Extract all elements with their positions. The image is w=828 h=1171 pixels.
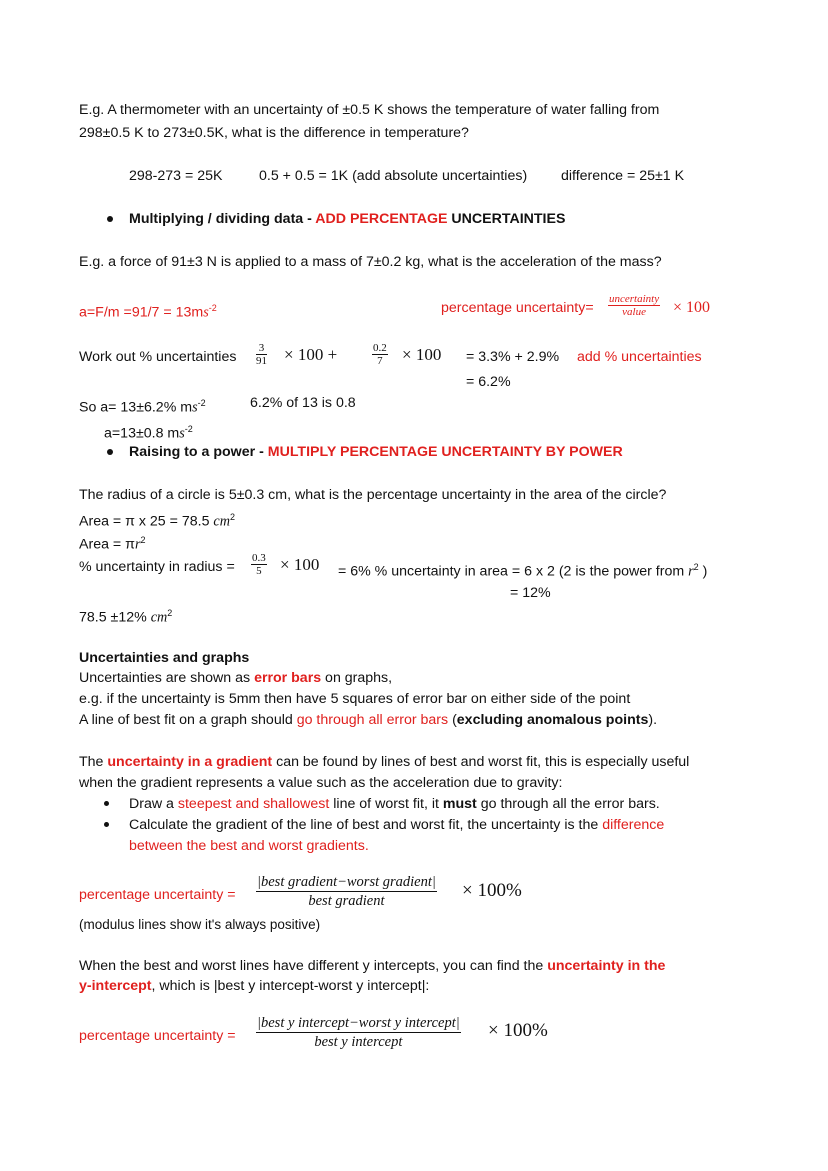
bullet-multiply: Multiplying / dividing data - ADD PERCENTAGE UNCERTAINTIES — [129, 211, 566, 227]
radius-label: % uncertainty in radius = — [79, 559, 235, 575]
intercept-pct-label: percentage uncertainty = — [79, 1028, 236, 1044]
fraction-0.3-over-5: $\frac{0.3}{5}$ — [252, 552, 266, 577]
times-100: × 100 — [402, 345, 442, 364]
bullet-power: Raising to a power - MULTIPLY PERCENTAGE UNCERTAINTY BY POWER — [129, 444, 623, 460]
workout-note: add % uncertainties — [577, 349, 702, 365]
example1-line2: 298±0.5 K to 273±0.5K, what is the difference in temperature? — [79, 125, 469, 141]
graphs-line1: Uncertainties are shown as error bars on graphs, — [79, 670, 393, 686]
graphs-heading: Uncertainties and graphs — [79, 650, 250, 666]
example3-final: 78.5 ±12% $cm^2$ — [79, 608, 173, 626]
bullet-icon — [107, 216, 113, 222]
example1-calc-difference: 298-273 = 25K — [129, 168, 223, 184]
gradient-pct-label: percentage uncertainty = — [79, 887, 236, 903]
radius-times-100: × 100 — [280, 555, 320, 574]
gradient-fraction: |best gradient−worst gradient| best gradient — [257, 874, 436, 909]
example3-area1: Area = π x 25 = 78.5 $cm^2$ — [79, 512, 235, 530]
fraction-0.2-over-7: $\frac{0.2}{7}$ — [373, 342, 387, 367]
example3-area2: Area = $\pi r^2$ — [79, 535, 146, 553]
intercept-line1: When the best and worst lines have different y intercepts, you can find the uncertainty in the — [79, 958, 666, 974]
pct-uncertainty-times: × 100 — [673, 299, 711, 316]
intercept-line2: y-intercept, which is |best y intercept-worst y intercept|: — [79, 978, 430, 994]
fraction-3-over-91: $\frac{3}{91}$ — [256, 342, 267, 367]
times-100-plus: × 100 + — [284, 345, 338, 364]
gradient-bullet2: Calculate the gradient of the line of best and worst fit, the uncertainty is the difference — [129, 817, 665, 833]
graphs-line3: A line of best fit on a graph should go through all error bars (excluding anomalous points). — [79, 712, 658, 728]
workout-label: Work out % uncertainties — [79, 349, 237, 365]
example3-question: The radius of a circle is 5±0.3 cm, what is the percentage uncertainty in the area of the circle? — [79, 487, 667, 503]
intercept-fraction: |best y intercept−worst y intercept| best y intercept — [257, 1015, 460, 1050]
intercept-times-100: × 100% — [488, 1020, 548, 1041]
bullet-icon — [104, 801, 109, 806]
gradient-para2: when the gradient represents a value such as the acceleration due to gravity: — [79, 775, 563, 791]
radius-total: = 12% — [510, 585, 551, 601]
radius-result: = 6% % uncertainty in area = 6 x 2 (2 is the power from $r^2$ ) — [338, 562, 708, 580]
example1-line1: E.g. A thermometer with an uncertainty of ±0.5 K shows the temperature of water falling from — [79, 102, 660, 118]
pct-uncertainty-label: percentage uncertainty= — [441, 300, 594, 316]
pct-uncertainty-fraction: uncertainty value — [609, 293, 660, 318]
gradient-bullet2-cont: between the best and worst gradients. — [129, 838, 369, 854]
workout-total: = 6.2% — [466, 374, 511, 390]
so-note: 6.2% of 13 is 0.8 — [250, 395, 356, 411]
gradient-times-100: × 100% — [462, 880, 522, 901]
so-line: So a= 13±6.2% $ms^{-2}$ — [79, 398, 206, 416]
gradient-para1: The uncertainty in a gradient can be found by lines of best and worst fit, this is especially useful — [79, 754, 690, 770]
example1-calc-result: difference = 25±1 K — [561, 168, 685, 184]
final-acceleration: a=13±0.8 $ms^{-2}$ — [104, 424, 193, 442]
modulus-note: (modulus lines show it's always positive) — [79, 917, 321, 932]
bullet-icon — [104, 822, 109, 827]
workout-result: = 3.3% + 2.9% — [466, 349, 560, 365]
graphs-line2: e.g. if the uncertainty is 5mm then have 5 squares of error bar on either side of the point — [79, 691, 631, 707]
example2-acceleration: $a=F/m =91/7 = 13ms^{-2}$ — [79, 303, 217, 321]
gradient-bullet1: Draw a steepest and shallowest line of worst fit, it must go through all the error bars. — [129, 796, 660, 812]
example2-question: E.g. a force of 91±3 N is applied to a mass of 7±0.2 kg, what is the acceleration of the mass? — [79, 254, 662, 270]
bullet-icon — [107, 449, 113, 455]
example1-calc-uncertainty: 0.5 + 0.5 = 1K (add absolute uncertainties) — [259, 168, 528, 184]
